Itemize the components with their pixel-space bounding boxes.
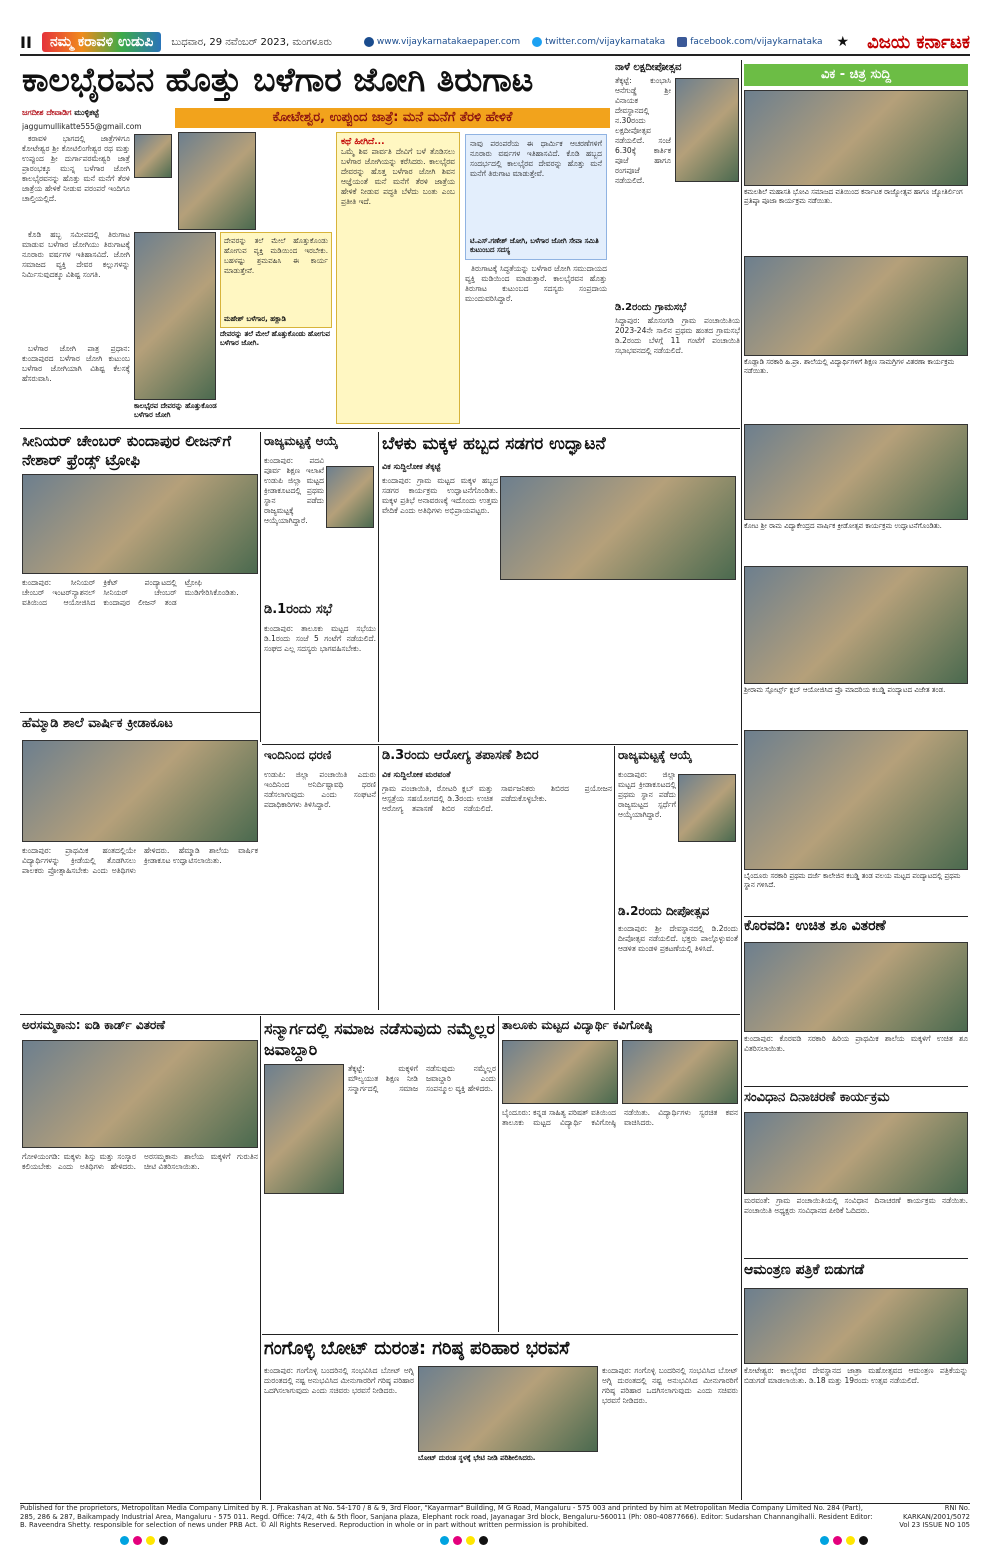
divider — [260, 432, 261, 742]
boat-photo — [418, 1366, 598, 1452]
kavi-photo-2 — [622, 1040, 738, 1104]
chamber-photo — [22, 474, 258, 574]
picture-news-photo-3 — [744, 424, 968, 520]
invite-title: ಆಮಂತ್ರಣ ಪತ್ರಿಕೆ ಬಿಡುಗಡೆ — [744, 1262, 865, 1278]
color-registration-marks — [120, 1536, 168, 1545]
divider — [378, 746, 379, 1010]
color-registration-marks — [440, 1536, 488, 1545]
side-quote-author: ಟಿ.ಎಸ್.ಗಣೇಶ್ ಜೋಗಿ, ಬಳೆಗಾರ ಜೋಗಿ ಸೇವಾ ಸಮಿತಿ ಕುಟುಂಬದ ಸದಸ್ಯ — [470, 237, 599, 254]
masthead — [20, 30, 970, 56]
boat-title: ಗಂಗೊಳ್ಳಿ ಬೋಟ್ ದುರಂತ: ಗರಿಷ್ಠ ಪರಿಹಾರ ಭರವಸೆ — [264, 1338, 570, 1359]
picture-news-photo-4 — [744, 566, 968, 684]
boat-body-cont: ಕುಂದಾಪುರ: ಗಂಗೊಳ್ಳಿ ಬಂದರಿನಲ್ಲಿ ಸಂಭವಿಸಿದ ಬೋಟ್ ಅಗ್ನಿ ದುರಂತದಲ್ಲಿ ನಷ್ಟ ಅನುಭವಿಸಿದ ಮೀನುಗಾರರಿಗೆ ಗರಿಷ್ಠ ಪರಿಹಾರ ಒದಗಿಸಲಾಗುವುದು ಎಂದು ಸಚಿವರು ಭರವಸೆ ನೀಡಿದರು. — [602, 1366, 738, 1405]
picture-news-photo-5 — [744, 730, 968, 870]
hemmadi-photo — [22, 740, 258, 842]
hemmadi-body: ಕುಂದಾಪುರ: ಪ್ರಾಥಮಿಕ ಹಂತದಲ್ಲಿಯೇ ವಿದ್ಯಾರ್ಥಿಗಳನ್ನು ಕ್ರೀಡೆಯಲ್ಲಿ ತೊಡಗಿಸಲು ಪಾಲಕರು ಪ್ರೋತ್ಸಾಹಿಸಬೇಕು ಎಂದು ಅತಿಥಿಗಳು ಹೇಳಿದರು. ಹೆಮ್ಮಾಡಿ ಶಾಲೆಯ ವಾರ್ಷಿಕ ಕ್ರೀಡಾಕೂಟ ಉದ್ಘಾಟಿಸಲಾಯಿತು. — [22, 846, 258, 875]
picture-news-caption-2: ಕೊಡ್ಲಾಡಿ ಸರಕಾರಿ ಹಿ.ಪ್ರಾ. ಶಾಲೆಯಲ್ಲಿ ವಿದ್ಯಾರ್ಥಿಗಳಿಗೆ ಶಿಕ್ಷಣ ಸಾಮಗ್ರಿಗಳ ವಿತರಣಾ ಕಾರ್ಯಕ್ರಮ ನಡೆಯಿತು. — [744, 358, 955, 375]
divider — [378, 432, 379, 742]
picture-news-photo-2 — [744, 256, 968, 356]
epaper-link[interactable]: www.vijaykarnatakaepaper.com — [364, 37, 520, 47]
lead-email: jaggumullikatte555@gmail.com — [22, 122, 142, 131]
kavi-photo-1 — [502, 1040, 618, 1104]
lead-caption-1: ದೇವರನ್ನು ತಲೆ ಮೇಲೆ ಹೊತ್ತುಕೊಂಡು ಹೋಗುವ ಬಳೆಗಾರ ಜೋಗಿ. — [220, 330, 331, 347]
picture-news-caption-3: ಕೋಟ ಶ್ರೀ ರಾಮ ವಿದ್ಯಾಕೇಂದ್ರದ ವಾರ್ಷಿಕ ಕ್ರೀಡೋತ್ಸವ ಕಾರ್ಯಕ್ರಮ ಉದ್ಘಾಟನೆಗೊಂಡಿತು. — [744, 522, 942, 530]
rajya1-photo — [326, 466, 374, 528]
sanmarga-body: ತೆಕ್ಕಟ್ಟೆ: ಮಕ್ಕಳಿಗೆ ಮೌಲ್ಯಯುತ ಶಿಕ್ಷಣ ನೀಡಿ ಸನ್ಮಾರ್ಗದಲ್ಲಿ ಸಮಾಜ ನಡೆಸುವುದು ನಮ್ಮೆಲ್ಲರ ಜವಾಬ್ದಾರಿ ಎಂದು ಸಂಪನ್ಮೂಲ ವ್ಯಕ್ತಿ ಹೇಳಿದರು. — [348, 1064, 496, 1093]
samvidhana-title: ಸಂವಿಧಾನ ದಿನಾಚರಣೆ ಕಾರ್ಯಕ್ರಮ — [744, 1090, 890, 1105]
divider — [741, 60, 742, 1500]
lead-subhead: ಕೋಟೇಶ್ವರ, ಉಪ್ಪುಂದ ಜಾತ್ರೆ: ಮನೆ ಮನೆಗೆ ತೆರಳಿ ಹೇಳಿಕೆ — [175, 108, 610, 128]
kathe-title: ಕಥೆ ಹೀಗಿದೆ... — [341, 137, 385, 147]
lead-photo-forest — [178, 132, 256, 230]
lead-photo-main — [134, 232, 216, 400]
lead-quote: ದೇವರನ್ನು ತಲೆ ಮೇಲೆ ಹೊತ್ತುಕೊಂಡು ಹೋಗುವ ವ್ಯಕ್ತಿ ಮಡಿಯಿಂದ ಇರಬೇಕು. ಬಹಳಷ್ಟು ಶ್ರಮವಹಿಸಿ ಈ ಕಾರ್ಯ ಮಾಡುತ್ತೇವೆ. — [224, 236, 328, 275]
rajya1-body: ಕುಂದಾಪುರ: ಪದವಿ ಪೂರ್ವ ಶಿಕ್ಷಣ ಇಲಾಖೆ ಉಡುಪಿ ಜಿಲ್ಲಾ ಮಟ್ಟದ ಕ್ರೀಡಾಕೂಟದಲ್ಲಿ ಪ್ರಥಮ ಸ್ಥಾನ ಪಡೆದು ರಾಜ್ಯಮಟ್ಟಕ್ಕೆ ಆಯ್ಕೆಯಾಗಿದ್ದಾರೆ. — [264, 456, 324, 525]
belaku-title: ಬೆಳಕು ಮಕ್ಕಳ ಹಬ್ಬದ ಸಡಗರ ಉದ್ಘಾಟನೆ — [382, 434, 606, 454]
deepotsava-title: ನಾಳೆ ಲಕ್ಷದೀಪೋತ್ಸವ — [615, 62, 682, 73]
rajya2-photo — [678, 774, 736, 842]
divider — [614, 746, 615, 1010]
facebook-link[interactable]: facebook.com/vijaykarnataka — [677, 37, 822, 47]
arogya-body: ಗ್ರಾಮ ಪಂಚಾಯಿತಿ, ರೋಟರಿ ಕ್ಲಬ್ ಮತ್ತು ಆಸ್ಪತ್ರೆಯ ಸಹಯೋಗದಲ್ಲಿ ಡಿ.3ರಂದು ಉಚಿತ ಆರೋಗ್ಯ ತಪಾಸಣೆ ಶಿಬಿರ ನಡೆಯಲಿದೆ. ಸಾರ್ವಜನಿಕರು ಶಿಬಿರದ ಪ್ರಯೋಜನ ಪಡೆದುಕೊಳ್ಳಬೇಕು. — [382, 784, 612, 813]
card-body: ಗೋಳಿಯಂಗಡಿ: ಮಕ್ಕಳು ಶಿಸ್ತು ಮತ್ತು ಸಂಸ್ಕಾರ ಕಲಿಯಬೇಕು ಎಂದು ಅತಿಥಿಗಳು ಹೇಳಿದರು. ಅರಸಮ್ಮಕಾನು ಶಾಲೆಯ ಮಕ್ಕಳಿಗೆ ಗುರುತಿನ ಚೀಟಿ ವಿತರಿಸಲಾಯಿತು. — [22, 1152, 258, 1171]
lead-quote-author: ಮಹೇಶ್ ಬಳೆಗಾರ, ಹಕ್ಲಾಡಿ — [224, 315, 286, 323]
dharane-title: ಇಂದಿನಿಂದ ಧರಣಿ — [264, 748, 332, 762]
lead-body-2: ಕೊಡಿ ಹಬ್ಬ ಸಮೀಪದಲ್ಲಿ ತಿರುಗಾಟ ಮಾಡುವ ಬಳೆಗಾರ ಜೋಗಿಯು ತಿರುಗಾಟಕ್ಕೆ ನೂರಾರು ವರ್ಷಗಳ ಇತಿಹಾಸವಿದೆ. ಜೋಗಿ ಸಮಾಜದ ವ್ಯಕ್ತಿ ದೇವರ ಕಲ್ಲುಗಳನ್ನು ನಿರ್ಮಿಸುವುದಕ್ಕೂ ವಿಶಿಷ್ಟ ಸಂಗತಿ. — [22, 230, 130, 279]
sabhe-title: ಡಿ.1ರಂದು ಸಭೆ — [264, 602, 333, 617]
chamber-body: ಕುಂದಾಪುರ: ಸೀನಿಯರ್ ಚೇಂಬರ್ ಇಂಟರ್‌ನ್ಯಾಶನಲ್ ವತಿಯಿಂದ ಆಯೋಜಿಸಿದ ಕ್ರಿಕೆಟ್ ಪಂದ್ಯಾಟದಲ್ಲಿ ಸೀನಿಯರ್ ಚೇಂಬರ್ ಕುಂದಾಪುರ ಲೀಜನ್ ತಂಡ ಟ್ರೋಫಿ ಮುಡಿಗೇರಿಸಿಕೊಂಡಿತು. — [22, 578, 239, 607]
shoe-body: ಕುಂದಾಪುರ: ಕೊರವಡಿ ಸರಕಾರಿ ಹಿರಿಯ ಪ್ರಾಥಮಿಕ ಶಾಲೆಯ ಮಕ್ಕಳಿಗೆ ಉಚಿತ ಶೂ ವಿತರಿಸಲಾಯಿತು. — [744, 1034, 968, 1053]
belaku-byline: ವಿಕ ಸುದ್ದಿಲೋಕ ತೆಕ್ಕಟ್ಟೆ — [382, 462, 441, 471]
samvidhana-photo — [744, 1112, 968, 1194]
edition-label: ನಮ್ಮ ಕರಾವಳಿ ಉಡುಪಿ — [42, 32, 161, 52]
gramasabhe-body: ಸಿದ್ದಾಪುರ: ಹೊಸಂಗಡಿ ಗ್ರಾಮ ಪಂಚಾಯಿತಿಯ 2023-24ನೇ ಸಾಲಿನ ಪ್ರಥಮ ಹಂತದ ಗ್ರಾಮಸಭೆ ಡಿ.2ರಂದು ಬೆಳಗ್ಗೆ 11 ಗಂಟೆಗೆ ಪಂಚಾಯಿತಿ ಸಭಾಭವನದಲ್ಲಿ ನಡೆಯಲಿದೆ. — [615, 316, 740, 355]
belaku-body: ಕುಂದಾಪುರ: ಗ್ರಾಮ ಮಟ್ಟದ ಮಕ್ಕಳ ಹಬ್ಬದ ಸಡಗರ ಕಾರ್ಯಕ್ರಮ ಉದ್ಘಾಟನೆಗೊಂಡಿತು. ಮಕ್ಕಳ ಪ್ರತಿಭೆ ಅನಾವರಣಕ್ಕೆ ಇದೊಂದು ಉತ್ತಮ ವೇದಿಕೆ ಎಂದು ಅತಿಥಿಗಳು ಅಭಿಪ್ರಾಯಪಟ್ಟರು. — [382, 476, 498, 515]
lead-body-4: ತಿರುಗಾಟಕ್ಕೆ ಸಿದ್ಧತೆಯನ್ನು ಬಳೆಗಾರ ಜೋಗಿ ಸಮುದಾಯದ ವ್ಯಕ್ತಿ ಮಡಿಯಿಂದ ಮಾಡುತ್ತಾರೆ. ಕಾಲಭೈರವನ ಹೊತ್ತು ತಿರುಗಾಟ ಕುಟುಂಬದ ಸದಸ್ಯರು ಸಂಪ್ರದಾಯ ಮುಂದುವರಿಸಿದ್ದಾರೆ. — [465, 264, 607, 303]
rajya1-title: ರಾಜ್ಯಮಟ್ಟಕ್ಕೆ ಆಯ್ಕೆ — [264, 434, 339, 448]
samvidhana-body: ಮರವಂತೆ: ಗ್ರಾಮ ಪಂಚಾಯಿತಿಯಲ್ಲಿ ಸಂವಿಧಾನ ದಿನಾಚರಣೆ ಕಾರ್ಯಕ್ರಮ ನಡೆಯಿತು. ಪಂಚಾಯಿತಿ ಅಧ್ಯಕ್ಷರು ಸಂವಿಧಾನದ ಪೀಠಿಕೆ ಓದಿದರು. — [744, 1196, 968, 1215]
arogya-title: ಡಿ.3ರಂದು ಆರೋಗ್ಯ ತಪಾಸಣೆ ಶಿಬಿರ — [382, 748, 539, 763]
shoe-photo — [744, 942, 968, 1032]
deepo2-title: ಡಿ.2ರಂದು ದೀಪೋತ್ಸವ — [618, 904, 710, 918]
star-icon: ★ — [836, 34, 850, 50]
card-title: ಅರಸಮ್ಮಕಾನು: ಐಡಿ ಕಾರ್ಡ್ ವಿತರಣೆ — [22, 1018, 166, 1032]
kavi-body: ಬೈಂದೂರು: ಕನ್ನಡ ಸಾಹಿತ್ಯ ಪರಿಷತ್ ವತಿಯಿಂದ ತಾಲೂಕು ಮಟ್ಟದ ವಿದ್ಯಾರ್ಥಿ ಕವಿಗೋಷ್ಠಿ ನಡೆಯಿತು. ವಿದ್ಯಾರ್ಥಿಗಳು ಸ್ವರಚಿತ ಕವನ ವಾಚಿಸಿದರು. — [502, 1108, 738, 1127]
imprint-text: Published for the proprietors, Metropolitan Media Company Limited by R. J. Prakashan at No. 54-170 / 8 & 9, 3rd Floor, "Kayarmar" Building, M G Road, Mangaluru - 575 003 and printed by him at Metropolitan Media Company Limited No. 284 (Part), 285, 286 & 287, Baikampady Industrial Area, Mangaluru - 575 011. Regd. Office: 74/2, 4th & 5th floor, Sanjana plaza, Elephant rock road, Jayanagar 3rd block, Bengaluru-560011 (Ph: 080-40877666). Editor: Sudarshan Channangihalli. Resident Editor: B. Raveendra Shetty. responsible for selection of news under PRB Act. © All Rights Reserved. Reproduction in whole or in part without written permission is prohibited. — [20, 1504, 873, 1529]
social-links — [364, 37, 823, 47]
shoe-title: ಕೊರವಡಿ: ಉಚಿತ ಶೂ ವಿತರಣೆ — [744, 918, 886, 934]
invite-body: ಕೋಟೇಶ್ವರ: ಕಾಲಭೈರವ ದೇವಸ್ಥಾನದ ಜಾತ್ರಾ ಮಹೋತ್ಸವದ ಆಮಂತ್ರಣ ಪತ್ರಿಕೆಯನ್ನು ಬಿಡುಗಡೆ ಮಾಡಲಾಯಿತು. ಡಿ.18 ಮತ್ತು 19ರಂದು ಉತ್ಸವ ನಡೆಯಲಿದೆ. — [744, 1366, 968, 1385]
kathe-box — [336, 132, 460, 424]
chamber-title: ಸೀನಿಯರ್ ಚೇಂಬರ್ ಕುಂದಾಪುರ ಲೀಜನ್‌ಗೆ ನೇಶಾರ್ ಫ್ರೆಂಡ್ಸ್ ಟ್ರೋಫಿ — [22, 432, 232, 469]
divider — [262, 744, 738, 745]
picture-news-caption-1: ಕಮಲಶಿಲೆ ಮಹಾಸತಿ ಭೋವಿ ಸಮಾಜದ ವತಿಯಿಂದ ಕರ್ನಾಟಕ ರಾಜ್ಯೋತ್ಸವ ಹಾಗೂ ಜ್ಯೋತಿರ್ಲಿಂಗ ಪ್ರತಿಷ್ಠಾ ಪೂಜಾ ಕಾರ್ಯಕ್ರಮ ನಡೆಯಿತು. — [744, 188, 963, 205]
color-registration-marks — [820, 1536, 868, 1545]
lead-quote-box — [220, 232, 332, 328]
twitter-icon — [532, 37, 542, 47]
lead-photo-small — [134, 134, 172, 178]
lead-side-quote — [465, 134, 607, 260]
lead-byline: ಜಗದೀಶ ದೇವಾಡಿಗ ಮುಳ್ಳಿಕಟ್ಟೆ — [22, 108, 100, 117]
hemmadi-title: ಹೆಮ್ಮಾಡಿ ಶಾಲೆ ವಾರ್ಷಿಕ ಕ್ರೀಡಾಕೂಟ — [22, 716, 173, 731]
sanmarga-title: ಸನ್ಮಾರ್ಗದಲ್ಲಿ ಸಮಾಜ ನಡೆಸುವುದು ನಮ್ಮೆಲ್ಲರ ಜವಾಬ್ದಾರಿ — [264, 1019, 495, 1059]
sabhe-body: ಕುಂದಾಪುರ: ತಾಲೂಕು ಮಟ್ಟದ ಸಭೆಯು ಡಿ.1ರಂದು ಸಂಜೆ 5 ಗಂಟೆಗೆ ನಡೆಯಲಿದೆ. ಸಂಘದ ಎಲ್ಲ ಸದಸ್ಯರು ಭಾಗವಹಿಸಬೇಕು. — [264, 624, 376, 653]
imprint-footer — [20, 1503, 970, 1529]
belaku-photo — [500, 476, 736, 580]
divider — [744, 916, 968, 917]
globe-icon — [364, 37, 374, 47]
divider — [262, 1334, 738, 1335]
picture-news-caption-5: ಬೈಂದೂರು ಸರಕಾರಿ ಪ್ರಥಮ ದರ್ಜೆ ಕಾಲೇಜಿನ ಕಬಡ್ಡಿ ತಂಡ ವಲಯ ಮಟ್ಟದ ಪಂದ್ಯಾಟದಲ್ಲಿ ಪ್ರಥಮ ಸ್ಥಾನ ಗಳಿಸಿದೆ. — [744, 872, 961, 889]
lead-caption-2: ಕಾಲಭೈರವ ದೇವರನ್ನು ಹೊತ್ತುಕೊಂಡ ಬಳೆಗಾರ ಜೋಗಿ — [134, 402, 217, 419]
picture-news-header: ವಿಕ - ಚಿತ್ರ ಸುದ್ದಿ — [744, 64, 968, 86]
divider — [20, 1014, 740, 1015]
page-number: II — [20, 32, 32, 52]
side-quote-text: ನಾವು ಪರಂಪರೆಯ ಈ ಧಾರ್ಮಿಕ ಆಚರಣೆಗಳಿಗೆ ನೂರಾರು ವರ್ಷಗಳ ಇತಿಹಾಸವಿದೆ. ಕೊಡಿ ಹಬ್ಬದ ಸಂದರ್ಭದಲ್ಲಿ ಕಾಲಭೈರವ ದೇವರನ್ನು ಹೊತ್ತು ಮನೆ ಮನೆಗೆ ತಿರುಗಾಟ ಮಾಡುತ್ತೇವೆ. — [470, 139, 602, 178]
sanmarga-photo — [264, 1064, 344, 1194]
brand-logo: ವಿಜಯ ಕರ್ನಾಟಕ — [867, 31, 970, 53]
divider — [260, 1016, 261, 1500]
picture-news-caption-4: ಶ್ರೀರಾಮ ಸ್ಪೋರ್ಟ್ಸ್ ಕ್ಲಬ್ ಆಯೋಜಿಸಿದ ಪ್ರೊ ಮಾದರಿಯ ಕಬಡ್ಡಿ ಪಂದ್ಯಾಟದ ವಿಜೇತ ತಂಡ. — [744, 686, 946, 694]
rni-number: RNI No. KARKAN/2001/5072 Vol 23 ISSUE NO 105 — [899, 1504, 970, 1529]
kavi-title: ತಾಲೂಕು ಮಟ್ಟದ ವಿದ್ಯಾರ್ಥಿ ಕವಿಗೋಷ್ಠಿ — [502, 1018, 653, 1032]
divider — [744, 1258, 968, 1259]
rajya2-body: ಕುಂದಾಪುರ: ಜಿಲ್ಲಾ ಮಟ್ಟದ ಕ್ರೀಡಾಕೂಟದಲ್ಲಿ ಪ್ರಥಮ ಸ್ಥಾನ ಪಡೆದು ರಾಜ್ಯಮಟ್ಟದ ಸ್ಪರ್ಧೆಗೆ ಆಯ್ಕೆಯಾಗಿದ್ದಾರೆ. — [618, 770, 676, 819]
deepo2-body: ಕುಂದಾಪುರ: ಶ್ರೀ ದೇವಸ್ಥಾನದಲ್ಲಿ ಡಿ.2ರಂದು ದೀಪೋತ್ಸವ ನಡೆಯಲಿದೆ. ಭಕ್ತರು ಪಾಲ್ಗೊಳ್ಳುವಂತೆ ಆಡಳಿತ ಮಂಡಳಿ ಪ್ರಕಟಣೆಯಲ್ಲಿ ತಿಳಿಸಿದೆ. — [618, 924, 738, 953]
lead-body-3: ಬಳೆಗಾರ ಜೋಗಿ ಪಾತ್ರ ಪ್ರಧಾನ: ಕುಂದಾಪುರದ ಬಳೆಗಾರ ಜೋಗಿ ಕುಟುಂಬ ಬಳೆಗಾರ ಜೋಗಿಯಾಗಿ ವಿಶಿಷ್ಟ ಕೆಲಸಕ್ಕೆ ಹೆಸರುವಾಸಿ. — [22, 344, 130, 383]
kathe-body: ಒಮ್ಮೆ ಶಿವ ಪಾರ್ವತಿ ದೇವಿಗೆ ಬಳೆ ತೊಡಿಸಲು ಬಳೆಗಾರ ಜೋಗಿಯನ್ನು ಕರೆಸಿದರು. ಕಾಲಭೈರವ ದೇವರನ್ನು ಹೊತ್ತ ಬಳೆಗಾರ ಜೋಗಿ ಶಿವನ ಆಜ್ಞೆಯಂತೆ ಮನೆ ಮನೆಗೆ ತೆರಳಿ ಜಾತ್ರೆಯ ಹೇಳಿಕೆ ನೀಡುವ ಪದ್ಧತಿ ಬೆಳೆದು ಬಂತು ಎಂಬ ಪ್ರತೀತಿ ಇದೆ. — [341, 147, 455, 206]
facebook-icon — [677, 37, 687, 47]
gramasabhe-title: ಡಿ.2ರಂದು ಗ್ರಾಮಸಭೆ — [615, 302, 687, 313]
lead-headline: ಕಾಲಭೈರವನ ಹೊತ್ತು ಬಳೆಗಾರ ಜೋಗಿ ತಿರುಗಾಟ — [22, 60, 534, 99]
deepotsava-photo — [675, 78, 739, 182]
divider — [744, 1086, 968, 1087]
rajya2-title: ರಾಜ್ಯಮಟ್ಟಕ್ಕೆ ಆಯ್ಕೆ — [618, 748, 693, 762]
card-photo — [22, 1040, 258, 1148]
divider — [498, 1016, 499, 1332]
twitter-link[interactable]: twitter.com/vijaykarnataka — [532, 37, 665, 47]
boat-caption: ಬೋಟ್ ದುರಂತ ಸ್ಥಳಕ್ಕೆ ಭೇಟಿ ನೀಡಿ ಪರಿಶೀಲಿಸಿದರು. — [418, 1454, 536, 1462]
lead-body-1: ಕರಾವಳಿ ಭಾಗದಲ್ಲಿ ಜಾತ್ರೆಗಳಿಗೂ ಕೋಟೇಶ್ವರ ಶ್ರೀ ಕೋಟಿಲಿಂಗೇಶ್ವರ ರಥ ಮತ್ತು ಉಪ್ಪುಂದ ಶ್ರೀ ದುರ್ಗಾಪರಮೇಶ್ವರಿ ಜಾತ್ರೆ ಪ್ರಾರಂಭಕ್ಕೂ ಮುನ್ನ ಬಳೆಗಾರ ಜೋಗಿ ಕಾಲಭೈರವನನ್ನು ಹೊತ್ತು ಮನೆ ಮನೆಗೆ ತೆರಳಿ ಜಾತ್ರೆಯ ಹೇಳಿಕೆ ನೀಡುವ ಪರಂಪರೆ ಇಂದಿಗೂ ಚಾಲ್ತಿಯಲ್ಲಿದೆ. — [22, 134, 130, 203]
issue-date: ಬುಧವಾರ, 29 ನವೆಂಬರ್ 2023, ಮಂಗಳೂರು — [171, 36, 332, 48]
divider — [20, 712, 260, 713]
invite-photo — [744, 1288, 968, 1364]
dharane-body: ಉಡುಪಿ: ಜಿಲ್ಲಾ ಪಂಚಾಯಿತಿ ಎದುರು ಇಂದಿನಿಂದ ಅನಿರ್ದಿಷ್ಟಾವಧಿ ಧರಣಿ ನಡೆಸಲಾಗುವುದು ಎಂದು ಸಂಘಟನೆ ಪದಾಧಿಕಾರಿಗಳು ತಿಳಿಸಿದ್ದಾರೆ. — [264, 770, 376, 809]
deepotsava-body: ತೆಕ್ಕಟ್ಟೆ: ಕುಂಭಾಸಿ ಆನೆಗುಡ್ಡೆ ಶ್ರೀ ವಿನಾಯಕ ದೇವಸ್ಥಾನದಲ್ಲಿ ನ.30ರಂದು ಲಕ್ಷದೀಪೋತ್ಸವ ನಡೆಯಲಿದೆ. ಸಂಜೆ 6.30ಕ್ಕೆ ಕಾರ್ತಿಕ ಪೂಜೆ ಹಾಗೂ ರಂಗಪೂಜೆ ನಡೆಯಲಿದೆ. — [615, 76, 671, 185]
arogya-byline: ವಿಕ ಸುದ್ದಿಲೋಕ ಮರವಂತೆ — [382, 770, 451, 779]
picture-news-photo-1 — [744, 90, 968, 186]
boat-body: ಕುಂದಾಪುರ: ಗಂಗೊಳ್ಳಿ ಬಂದರಿನಲ್ಲಿ ಸಂಭವಿಸಿದ ಬೋಟ್ ಅಗ್ನಿ ದುರಂತದಲ್ಲಿ ನಷ್ಟ ಅನುಭವಿಸಿದ ಮೀನುಗಾರರಿಗೆ ಗರಿಷ್ಠ ಪರಿಹಾರ ಒದಗಿಸಲಾಗುವುದು ಎಂದು ಸಚಿವರು ಭರವಸೆ ನೀಡಿದರು. — [264, 1366, 414, 1395]
divider — [20, 428, 740, 429]
